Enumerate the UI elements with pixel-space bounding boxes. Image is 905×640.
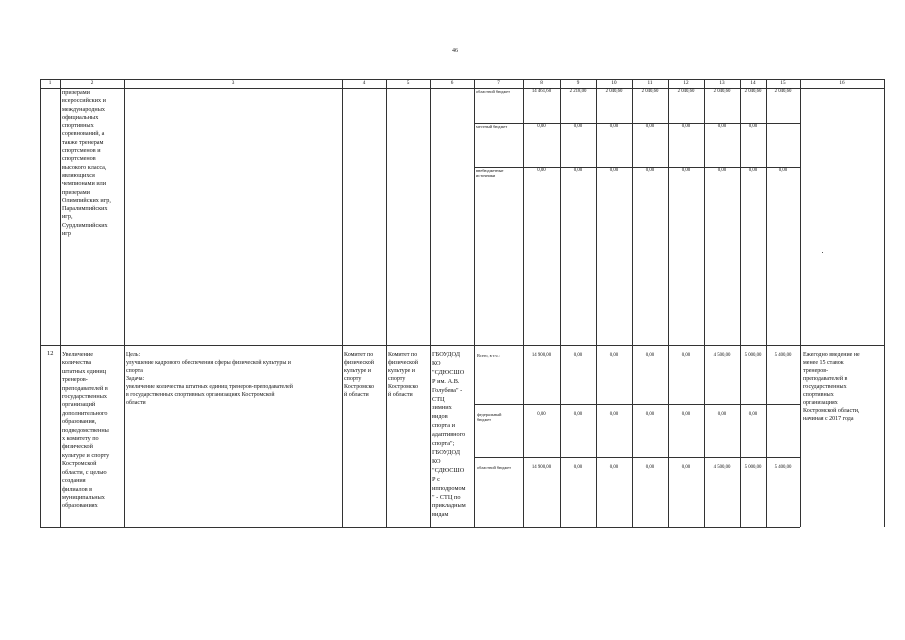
responsible-executor-line: Костромско	[388, 384, 419, 390]
responsible-executor-line: культуре и	[388, 368, 415, 374]
measure-name-cont-line: официальных	[62, 113, 99, 121]
measure-name-line: организаций	[62, 401, 96, 409]
funding-value: 0,00	[717, 124, 727, 129]
measure-name-line: Костромской	[62, 460, 97, 468]
measure-name	[62, 351, 123, 511]
funding-value: 0,00	[537, 412, 546, 417]
measure-name-cont-line: всероссийских и	[62, 97, 106, 105]
column-number: 8	[540, 80, 543, 86]
goal-and-task-line: улучшение кадрового обеспечения сферы физической культуры и	[126, 360, 291, 366]
participants-line: ГБОУДОД	[432, 351, 461, 358]
expected-result-line: спортивных	[803, 392, 834, 398]
measure-name-cont-line: игр	[62, 230, 71, 238]
measure-name-cont-line: игр,	[62, 213, 73, 221]
participants-line: " - СТЦ по	[432, 493, 461, 501]
funding-source-line: бюджет	[477, 417, 492, 423]
coordinator-line: физической	[344, 360, 374, 366]
coordinator-line: культуре и	[344, 368, 371, 374]
participants-line: СТЦ	[432, 395, 445, 403]
goal-and-task-line: спорта	[126, 368, 143, 374]
measure-name-line: культуре и спорту	[62, 451, 110, 459]
measure-name-cont-line: спортсменов и	[62, 147, 101, 155]
measure-name-cont-line: высокого класса,	[62, 163, 107, 171]
funding-source-line: местный бюджет	[476, 124, 508, 129]
measure-name-line: х комитету по	[62, 435, 99, 443]
measure-name-cont-line: Олимпийских игр,	[62, 196, 111, 204]
measure-name-cont	[62, 89, 123, 238]
funding-source-line: областной бюджет	[476, 89, 510, 94]
responsible-executor-line: физической	[388, 360, 418, 366]
funding-value: 4 500,00	[713, 353, 731, 358]
funding-source-line: федеральный	[477, 412, 502, 417]
funding-source	[477, 412, 522, 423]
funding-source-line: внебюджетные	[476, 168, 504, 173]
column-number: 12	[683, 80, 689, 86]
funding-value: 0,00	[609, 124, 619, 129]
goal-and-task-line: увеличение количества штатных единиц тренеров-преподавателей	[126, 384, 293, 390]
measure-name-line: количества	[62, 359, 92, 367]
funding-value: 0,00	[748, 168, 758, 173]
column-rule	[596, 79, 597, 527]
measure-name-line: тренеров-	[62, 376, 88, 384]
expected-result	[803, 351, 883, 423]
funding-value: 0,00	[748, 412, 758, 417]
funding-value: 0,00	[537, 168, 546, 173]
column-rule	[474, 79, 475, 527]
participants-line: адаптивного	[432, 431, 466, 439]
measure-name-line: преподавателей в	[62, 384, 108, 392]
goal-and-task-line: в государственных спортивных организациях Костромской	[126, 392, 275, 398]
column-rule	[124, 79, 125, 527]
measure-name-cont-line: являющихся	[62, 171, 95, 179]
participants-line: Голубева" -	[432, 386, 463, 394]
measure-name-line: муниципальных	[62, 493, 105, 501]
goal-and-task-line: области	[126, 400, 146, 406]
measure-name-cont-line: также тренерам	[62, 138, 104, 146]
column-rule	[800, 79, 801, 527]
funding-value: 0,00	[573, 465, 583, 470]
funding-value: 0,00	[748, 124, 758, 129]
participants-line: ипподромом	[432, 484, 466, 492]
funding-value: 0,00	[609, 465, 619, 470]
funding-value: 0,00	[573, 353, 583, 358]
participants-line: ГБОУДОД	[432, 448, 461, 456]
column-number: 6	[450, 80, 454, 86]
column-number: 1	[48, 80, 52, 86]
funding-row-rule	[474, 404, 800, 405]
funding-source	[476, 168, 522, 179]
column-number: 15	[780, 80, 786, 86]
funding-value: 0,00	[681, 353, 691, 358]
column-rule	[884, 79, 885, 527]
funding-value: 0,00	[778, 168, 788, 173]
row-number: 12	[47, 350, 54, 357]
funding-value: 0,00	[681, 412, 691, 417]
funding-source-line: Всего, в т.ч.:	[477, 353, 500, 358]
funding-value: 2 040,60	[605, 89, 623, 94]
funding-value: 2 218,00	[569, 89, 587, 94]
expected-result-line: менее 15 ставок	[803, 360, 844, 366]
funding-value: 14 900,00	[531, 465, 552, 470]
funding-value: 0,00	[573, 412, 583, 417]
column-rule	[704, 79, 705, 527]
measure-name-cont-line: международных	[62, 105, 105, 113]
funding-source	[476, 89, 522, 94]
column-rule	[386, 79, 387, 527]
expected-result-line: тренеров-	[803, 368, 829, 374]
measure-name-cont-line: Паралимпийских	[62, 205, 108, 213]
funding-value: 0,00	[645, 168, 655, 173]
column-number: 11	[647, 80, 653, 86]
funding-value: 0,00	[573, 168, 583, 173]
funding-value: 2 040,60	[677, 89, 695, 94]
column-number: 5	[406, 80, 410, 86]
funding-value: 0,00	[609, 168, 619, 173]
funding-source	[477, 465, 522, 470]
funding-source	[477, 353, 522, 358]
funding-value: 2 040,60	[774, 89, 792, 94]
participants	[432, 351, 473, 520]
expected-result-line: преподавателей в	[803, 376, 848, 382]
funding-value: 0,00	[573, 124, 583, 129]
funding-value: 0,00	[681, 124, 691, 129]
scan-speck	[822, 252, 823, 253]
funding-value: 0,00	[681, 465, 691, 470]
measure-name-line: создания	[62, 477, 86, 485]
row-separator	[40, 345, 884, 346]
funding-row-rule	[474, 457, 800, 458]
column-number: 7	[497, 80, 500, 86]
funding-value: 0,00	[717, 412, 727, 417]
funding-value: 5 000,00	[744, 465, 762, 470]
participants-line: КО	[432, 359, 441, 367]
funding-value: 0,00	[645, 353, 655, 358]
coordinator	[344, 351, 385, 399]
coordinator-line: Комитет по	[344, 352, 374, 358]
participants-line: спорта";	[432, 440, 455, 448]
expected-result-line: государственных	[803, 384, 847, 390]
measure-name-line: образования,	[62, 418, 97, 426]
measure-name-cont-line: соревнований, а	[62, 130, 105, 138]
column-rule	[60, 79, 61, 527]
expected-result-line: организациях	[803, 400, 838, 406]
column-rule	[430, 79, 431, 527]
column-number: 14	[750, 80, 756, 86]
participants-line: Р с	[432, 475, 440, 483]
measure-name-cont-line: чемпионами или	[62, 180, 107, 188]
measure-name-line: штатных единиц	[62, 367, 107, 375]
participants-line: "СДЮСШО	[432, 368, 465, 376]
column-rule	[632, 79, 633, 527]
column-number: 10	[611, 80, 617, 86]
column-number: 2	[90, 80, 94, 86]
coordinator-line: Костромско	[344, 384, 375, 390]
column-rule	[766, 79, 767, 527]
funding-value: 0,00	[645, 412, 655, 417]
funding-value: 5 000,00	[744, 353, 762, 358]
column-number: 3	[231, 80, 235, 86]
column-rule	[560, 79, 561, 527]
page-number: 46	[452, 48, 458, 54]
funding-source-line: источники	[476, 173, 496, 179]
funding-value: 2 040,60	[744, 89, 762, 94]
measure-name-line: области, с целью	[62, 468, 107, 476]
funding-value: 2 040,60	[641, 89, 659, 94]
participants-line: КО	[432, 457, 441, 465]
participants-line: прикладным	[432, 502, 466, 510]
goal-and-task	[126, 351, 341, 407]
measure-name-cont-line: призерами	[62, 89, 90, 96]
funding-value: 2 040,60	[713, 89, 731, 94]
participants-line: зимних	[432, 404, 452, 412]
funding-value: 0,00	[609, 412, 619, 417]
column-rule	[523, 79, 524, 527]
funding-value: 14 900,00	[531, 353, 552, 358]
measure-name-cont-line: Сурдлимпийских	[62, 221, 108, 229]
column-number: 16	[839, 80, 845, 86]
column-rule	[740, 79, 741, 527]
funding-source-line: областной бюджет	[477, 465, 511, 470]
funding-value: 5 400,00	[774, 465, 792, 470]
funding-value: 0,00	[537, 124, 546, 129]
goal-and-task-line: Задача:	[126, 376, 145, 382]
coordinator-line: спорту	[344, 376, 362, 382]
measure-name-line: физической	[62, 443, 93, 451]
funding-value: 0,00	[717, 168, 727, 173]
funding-value: 0,00	[609, 353, 619, 358]
measure-name-line: подведомственны	[62, 426, 109, 434]
funding-value: 5 400,00	[774, 353, 792, 358]
funding-value: 0,00	[681, 168, 691, 173]
responsible-executor	[388, 351, 429, 399]
participants-line: спорта и	[432, 422, 455, 430]
expected-result-line: Костромской области,	[803, 408, 860, 414]
measure-name-line: образованиях	[62, 502, 98, 510]
column-number: 13	[719, 80, 725, 86]
expected-result-line: Ежегодно введение не	[803, 352, 860, 358]
column-rule	[40, 79, 41, 527]
column-number: 4	[362, 80, 366, 86]
funding-value: 0,00	[645, 124, 655, 129]
measure-name-cont-line: спортсменов	[62, 155, 96, 163]
measure-name-cont-line: спортивных	[62, 122, 94, 130]
measure-name-cont-line: призерами	[62, 188, 90, 196]
column-number: 9	[576, 80, 580, 86]
participants-line: видов	[432, 413, 448, 421]
funding-value: 14 461,60	[531, 89, 552, 94]
column-rule	[342, 79, 343, 527]
participants-line: Р им. А.В.	[432, 377, 460, 385]
responsible-executor-line: й области	[388, 392, 413, 398]
measure-name-line: государственных	[62, 393, 107, 401]
column-rule	[668, 79, 669, 527]
coordinator-line: й области	[344, 392, 369, 398]
measure-name-line: филиалов в	[62, 485, 93, 493]
measure-name-line: Увеличение	[62, 351, 93, 358]
expected-result-line: начиная с 2017 года	[803, 416, 854, 422]
funding-value: 0,00	[645, 465, 655, 470]
responsible-executor-line: спорту	[388, 376, 406, 382]
participants-line: видам	[432, 511, 449, 519]
goal-and-task-line: Цель:	[126, 352, 141, 358]
measure-name-line: дополнительного	[62, 409, 108, 417]
funding-source	[476, 124, 522, 129]
responsible-executor-line: Комитет по	[388, 352, 418, 358]
table-bottom-border	[40, 527, 800, 528]
participants-line: "СДЮСШО	[432, 466, 465, 474]
funding-value: 4 500,00	[713, 465, 731, 470]
